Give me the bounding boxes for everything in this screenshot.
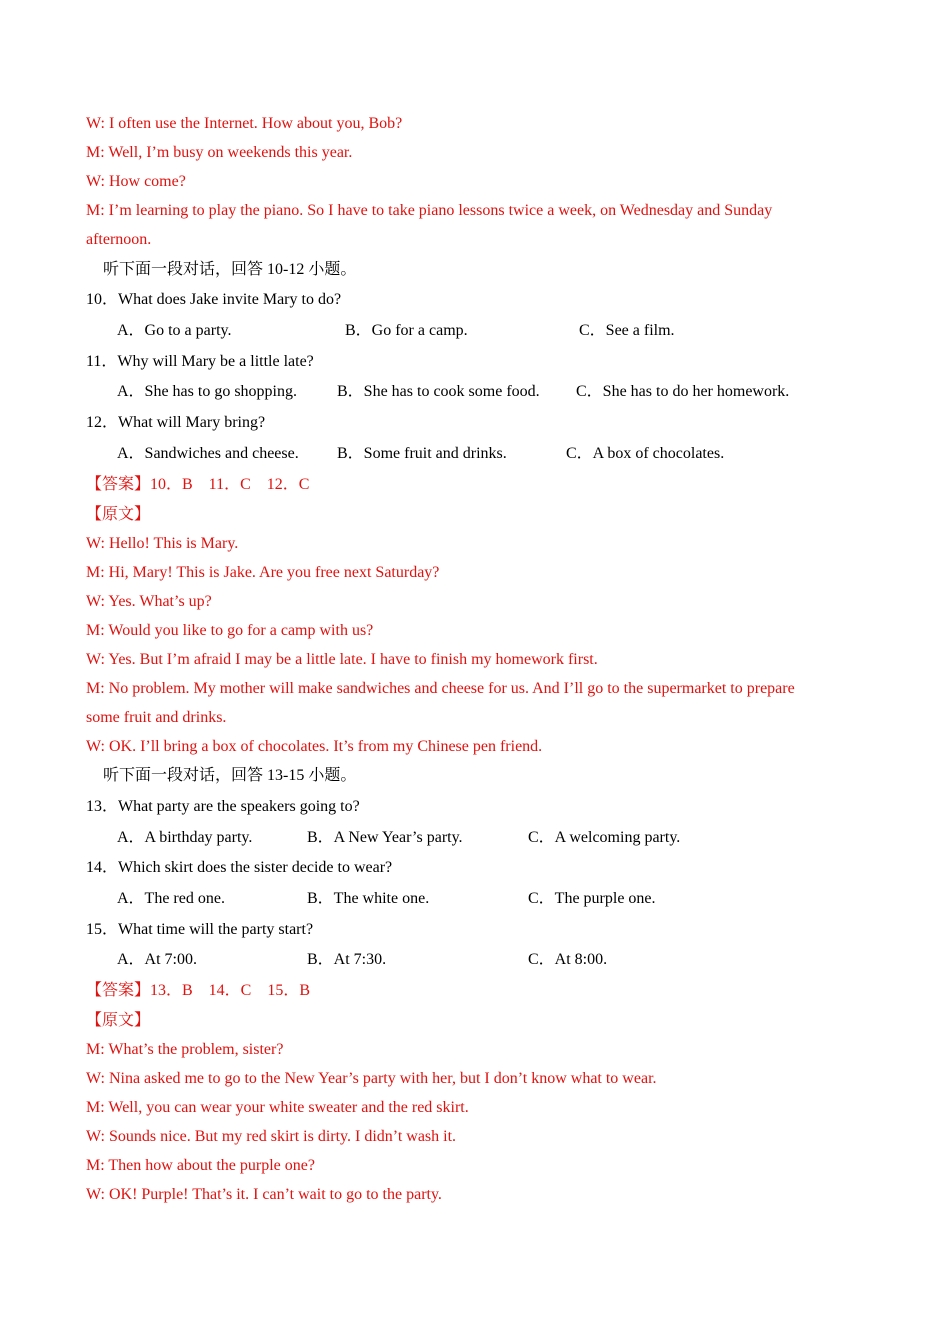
transcript-line: W: I often use the Internet. How about you, Bob? xyxy=(86,115,403,132)
section-instruction: 听下面一段对话，回答 13-15 小题。 xyxy=(103,767,357,784)
option-b: B．She has to cook some food. xyxy=(337,383,540,400)
transcript-line: M: Hi, Mary! This is Jake. Are you free next Saturday? xyxy=(86,564,440,581)
option-a: A．A birthday party. xyxy=(117,829,253,846)
transcript-line: M: Then how about the purple one? xyxy=(86,1157,315,1174)
question-stem: 15．What time will the party start? xyxy=(86,921,314,938)
transcript-line: afternoon. xyxy=(86,231,152,248)
transcript-line: W: Sounds nice. But my red skirt is dirty. I didn’t wash it. xyxy=(86,1128,457,1145)
transcript-line: M: I’m learning to play the piano. So I have to take piano lessons twice a week, on Wednesday and Sunday xyxy=(86,202,773,219)
question-stem: 14．Which skirt does the sister decide to wear? xyxy=(86,859,393,876)
transcript-line: M: No problem. My mother will make sandwiches and cheese for us. And I’ll go to the supermarket to prepare xyxy=(86,680,795,697)
option-b: B．The white one. xyxy=(307,890,430,907)
question-stem: 11．Why will Mary be a little late? xyxy=(86,353,314,370)
option-b: B．Some fruit and drinks. xyxy=(337,445,507,462)
section-instruction: 听下面一段对话，回答 10-12 小题。 xyxy=(103,261,357,278)
transcript-line: M: Well, I’m busy on weekends this year. xyxy=(86,144,353,161)
question-stem: 12．What will Mary bring? xyxy=(86,414,266,431)
answer-key: 【答案】10．B 11．C 12．C xyxy=(86,476,310,493)
original-label: 【原文】 xyxy=(86,506,151,523)
original-label: 【原文】 xyxy=(86,1012,151,1029)
option-c: C．The purple one. xyxy=(528,890,656,907)
option-a: A．The red one. xyxy=(117,890,225,907)
option-b: B．At 7:30. xyxy=(307,951,387,968)
transcript-line: M: Well, you can wear your white sweater and the red skirt. xyxy=(86,1099,469,1116)
transcript-line: W: Yes. What’s up? xyxy=(86,593,212,610)
option-a: A．Sandwiches and cheese. xyxy=(117,445,299,462)
option-c: C．See a film. xyxy=(579,322,675,339)
transcript-line: W: Yes. But I’m afraid I may be a little late. I have to finish my homework first. xyxy=(86,651,598,668)
option-b: B．A New Year’s party. xyxy=(307,829,463,846)
option-c: C．She has to do her homework. xyxy=(576,383,790,400)
transcript-line: W: How come? xyxy=(86,173,186,190)
option-c: C．A box of chocolates. xyxy=(566,445,725,462)
option-c: C．A welcoming party. xyxy=(528,829,681,846)
option-a: A．Go to a party. xyxy=(117,322,232,339)
transcript-line: W: Hello! This is Mary. xyxy=(86,535,239,552)
answer-key: 【答案】13．B 14．C 15．B xyxy=(86,982,311,999)
option-a: A．At 7:00. xyxy=(117,951,198,968)
transcript-line: M: What’s the problem, sister? xyxy=(86,1041,284,1058)
transcript-line: W: OK. I’ll bring a box of chocolates. It’s from my Chinese pen friend. xyxy=(86,738,543,755)
question-stem: 10．What does Jake invite Mary to do? xyxy=(86,291,342,308)
transcript-line: W: OK! Purple! That’s it. I can’t wait to go to the party. xyxy=(86,1186,442,1203)
transcript-line: M: Would you like to go for a camp with us? xyxy=(86,622,374,639)
option-b: B．Go for a camp. xyxy=(345,322,468,339)
question-stem: 13．What party are the speakers going to? xyxy=(86,798,360,815)
option-c: C．At 8:00. xyxy=(528,951,608,968)
transcript-line: some fruit and drinks. xyxy=(86,709,227,726)
transcript-line: W: Nina asked me to go to the New Year’s party with her, but I don’t know what to wear. xyxy=(86,1070,657,1087)
option-a: A．She has to go shopping. xyxy=(117,383,298,400)
